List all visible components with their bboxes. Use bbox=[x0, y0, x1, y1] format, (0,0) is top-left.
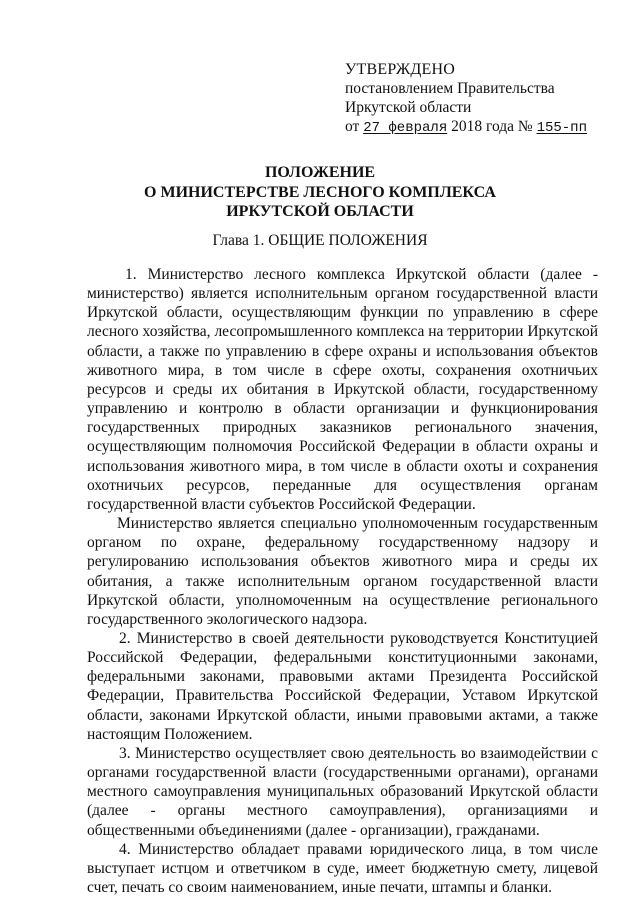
approval-stamp bbox=[345, 60, 635, 138]
approval-date-day-month: 27 февраля bbox=[363, 120, 448, 136]
title-line-1: ПОЛОЖЕНИЕ bbox=[264, 164, 376, 181]
approval-number: 155-пп bbox=[536, 120, 587, 136]
paragraph-1: 1. Министерство лесного комплекса Иркутской области (далее - министерство) является исполнительным органом государственной власти Иркутской области, осуществляющим функции по управлению в сфере лесного хозяйства, лесопромышленного комплекса на территории Иркутской области, а также по управлению в сфере охраны и использования объектов животного мира, в том числе в сфере охоты, сохранения охотничьих ресурсов и среды их обитания в Иркутской области, государственному управлению и контролю в области организации и функционирования государственных природных заказников регионального значения, осуществляющим полномочия Российской Федерации в области охраны и использования животного мира, в том числе в области охоты и сохранения охотничьих ресурсов, переданные для осуществления органам государственной власти субъектов Российской Федерации. bbox=[87, 266, 598, 513]
paragraph-4: 4. Министерство обладает правами юридического лица, в том числе выступает истцом и ответчиком в суде, имеет бюджетную смету, лицевой счет, печать со своим наименованием, иные печати, штампы и бланки. bbox=[87, 840, 598, 896]
paragraph-2: 2. Министерство в своей деятельности руководствуется Конституцией Российской Федерации, федеральными конституционными законами, федеральными законами, правовыми актами Президента Российской Федерации, Правительства Российской Федерации, Уставом Иркутской области, законами Иркутской области, иными правовыми актами, а также настоящим Положением. bbox=[87, 629, 598, 743]
title-line-3: ИРКУТСКОЙ ОБЛАСТИ bbox=[226, 203, 414, 220]
paragraph-3: 3. Министерство осуществляет свою деятельность во взаимодействии с органами государственной власти (государственными органами), органами местного самоуправления муниципальных образований Иркутской области (далее - органы местного самоуправления), организациями и общественными объединениями (далее - организации), гражданами. bbox=[87, 744, 598, 839]
title-line-2: О МИНИСТЕРСТВЕ ЛЕСНОГО КОМПЛЕКСА bbox=[144, 183, 496, 201]
approval-date-prefix: от bbox=[345, 118, 360, 135]
chapter-heading: Глава 1. ОБЩИЕ ПОЛОЖЕНИЯ bbox=[212, 232, 428, 249]
approval-date-year: 2018 года № bbox=[451, 118, 533, 135]
document-body bbox=[87, 265, 598, 897]
approval-date-line bbox=[345, 117, 635, 138]
approval-line-2: Иркутской области bbox=[345, 99, 472, 116]
document-title bbox=[0, 163, 640, 222]
paragraph-1-continued: Министерство является специально уполномоченным государственным органом по охране, федеральному государственному надзору и регулированию использования объектов животного мира и среды их обитания, а также исполнительным органом государственной власти Иркутской области, уполномоченным на осуществление регионального государственного экологического надзора. bbox=[87, 515, 598, 628]
approval-heading: УТВЕРЖДЕНО bbox=[345, 61, 456, 78]
approval-line-1: постановлением Правительства bbox=[345, 80, 555, 97]
